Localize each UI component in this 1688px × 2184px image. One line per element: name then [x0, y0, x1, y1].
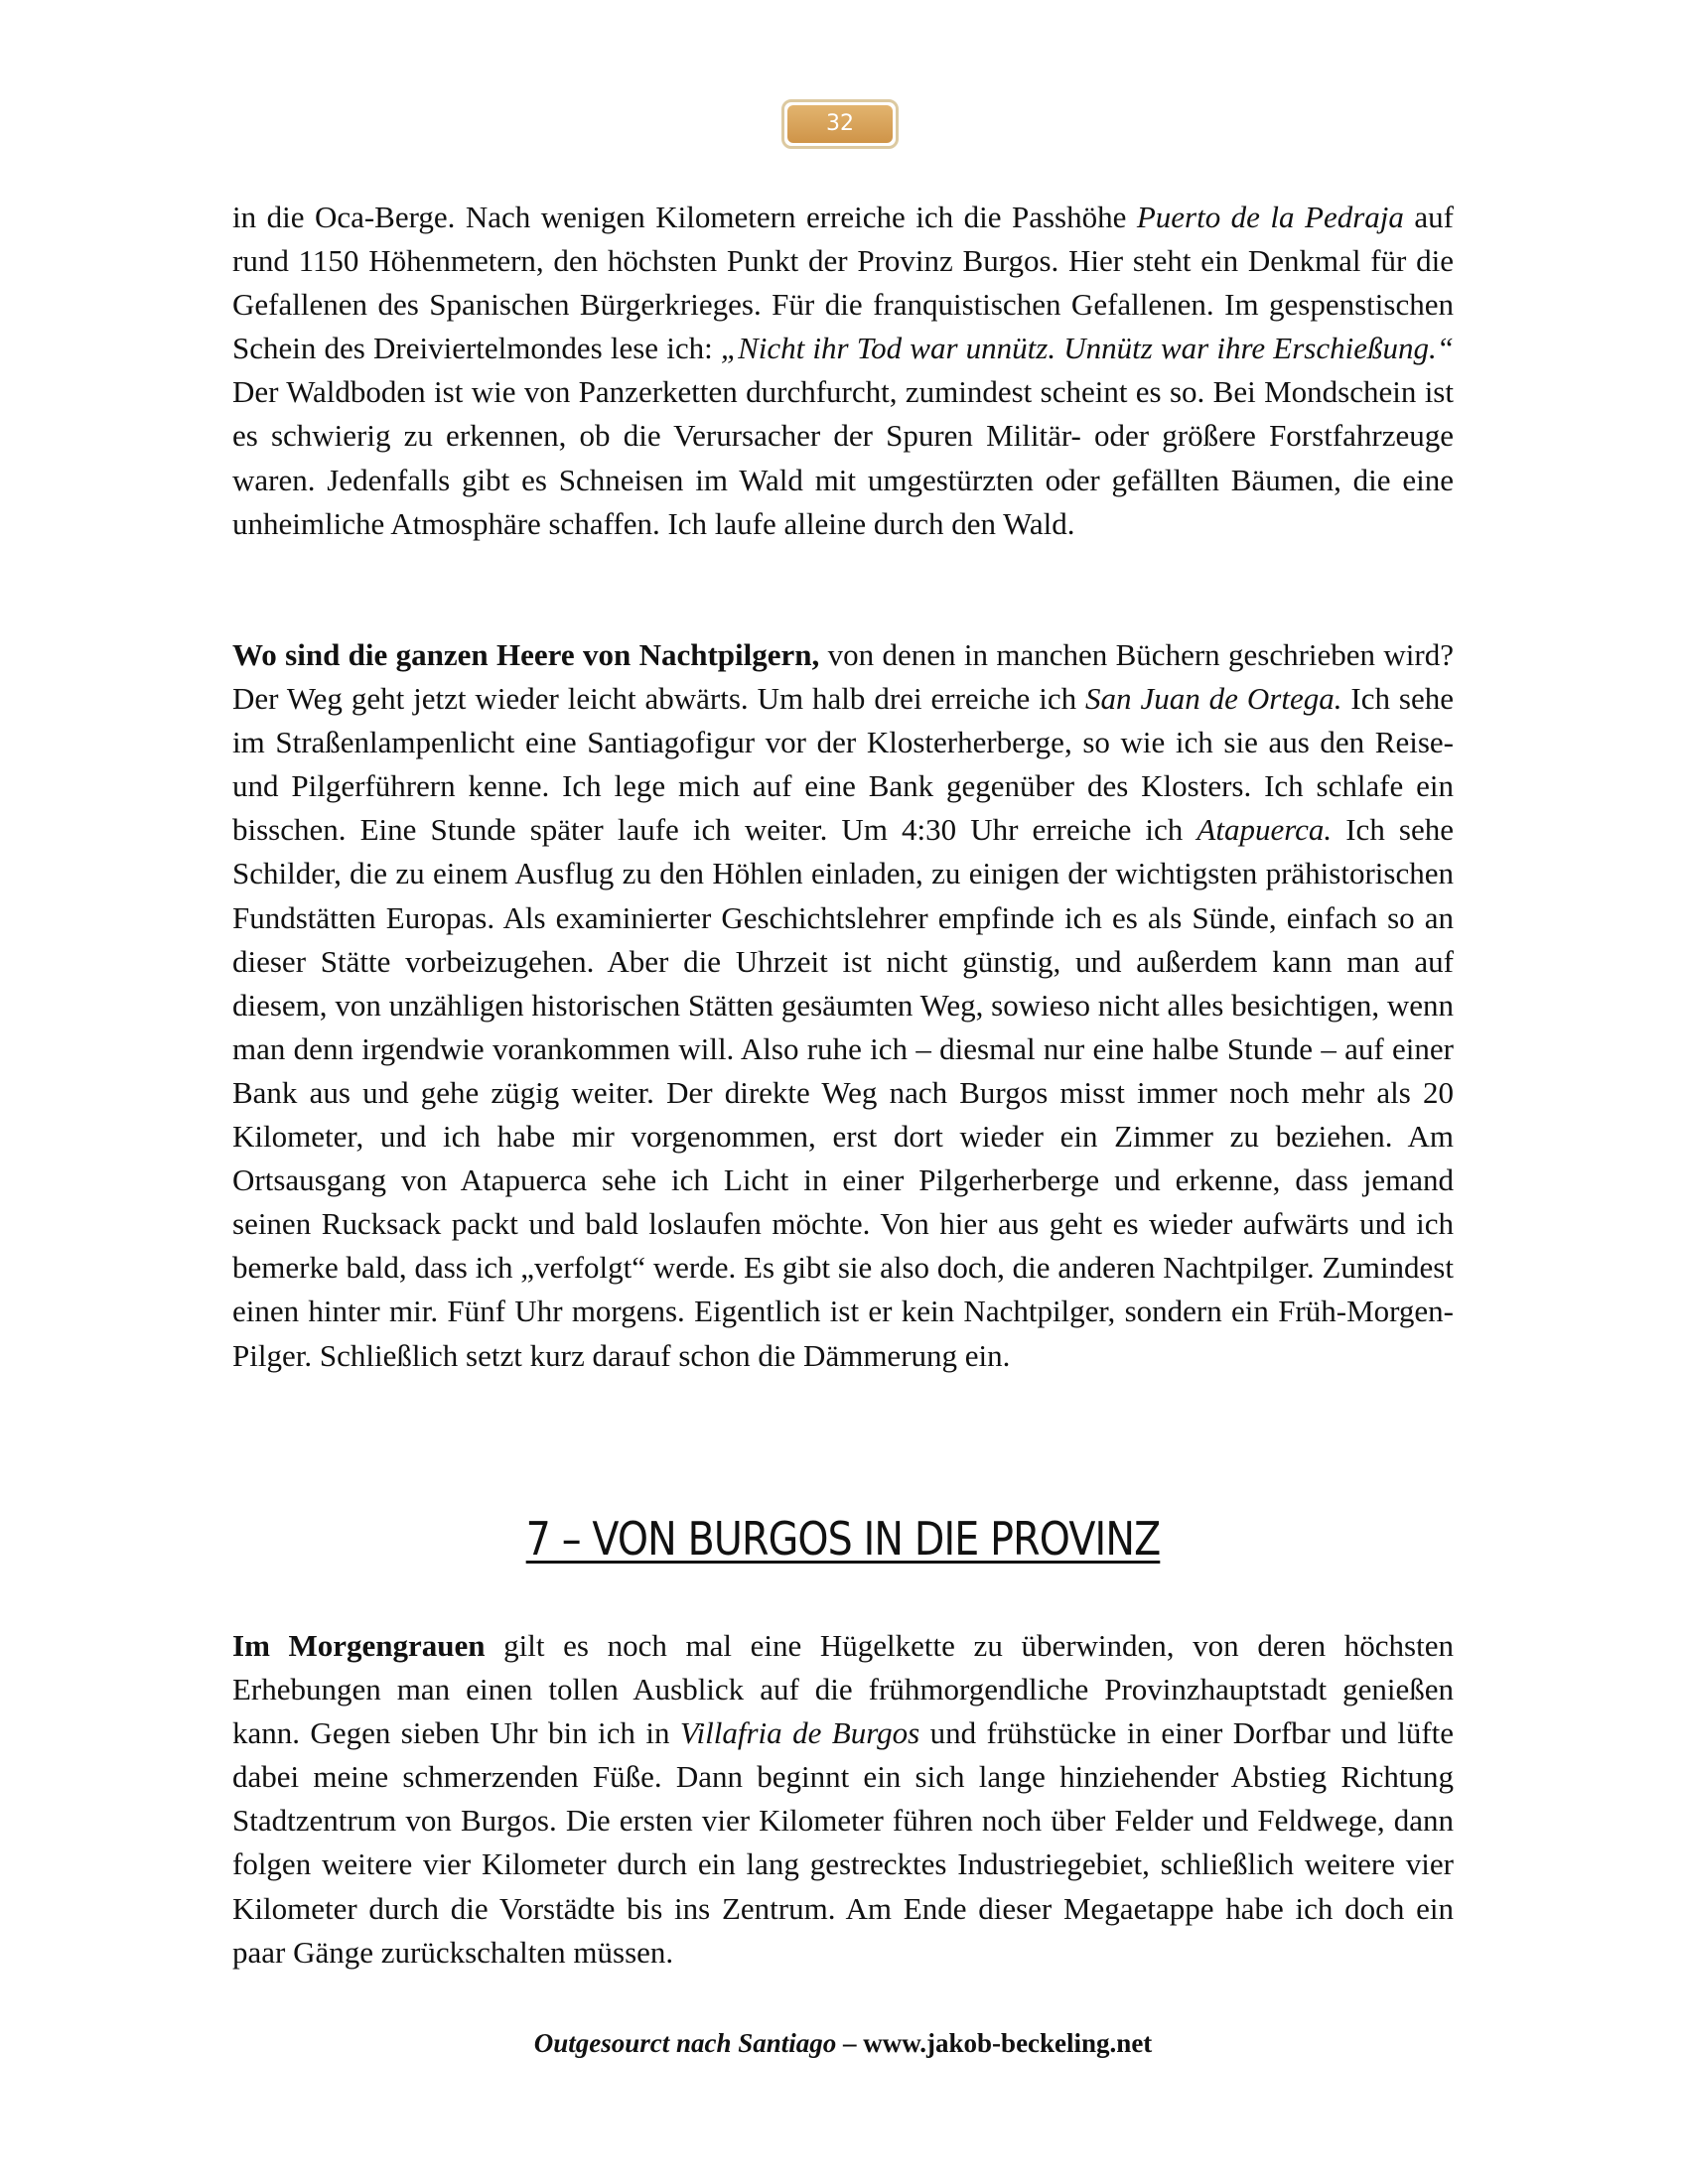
paragraph-text: auf rund 1150 Höhenmetern, den höchsten Punkt der Provinz Burgos. Hier steht ein Denkmal für die Gefallenen des Spanischen Bürgerkrieges. Für die franquistischen Gefallenen. Im gespenstischen Schein des Dreiviertelmondes lese ich:: [232, 200, 1454, 366]
paragraph-text: in die Oca-Berge. Nach wenigen Kilometern erreiche ich die Passhöhe: [232, 200, 1137, 234]
inscription-quote: „Nicht ihr Tod war unnütz. Unnütz war ihre Erschießung.“: [720, 331, 1454, 366]
paragraph-text: gilt es noch mal eine Hügelkette zu überwinden, von deren höchsten Erhebungen man einen tollen Ausblick auf die frühmorgendliche Provinzhauptstadt genießen kann. Gegen sieben Uhr bin ich in: [232, 1628, 1454, 1751]
footer-book-title: Outgesourct nach Santiago: [533, 2028, 837, 2058]
paragraph-text: Ich sehe Schilder, die zu einem Ausflug zu den Höhlen einladen, zu einigen der wichtigsten prähistorischen Fundstätten Europas. Als examinierter Geschichtslehrer empfinde ich es als Sünde, einfach so an dieser Stätte vorbeizugehen. Aber die Uhrzeit ist nicht günstig, und außerdem kann man auf diesem, von unzähligen historischen Stätten gesäumten Weg, sowieso nicht alles besichtigen, wenn man denn irgendwie vorankommen will. Also ruhe ich – diesmal nur eine halbe Stunde – auf einer Bank aus und gehe zügig weiter. Der direkte Weg nach Burgos misst immer noch mehr als 20 Kilometer, und ich habe mir vorgenommen, erst dort wieder ein Zimmer zu beziehen. Am Ortsausgang von Atapuerca sehe ich Licht in einer Pilgerherberge und erkenne, dass jemand seinen Rucksack packt und bald loslaufen möchte. Von hier aus geht es wieder aufwärts und ich bemerke bald, dass ich „verfolgt“ werde. Es gibt sie also doch, die anderen Nachtpilger. Zumindest einen hinter mir. Fünf Uhr morgens. Eigentlich ist er kein Nachtpilger, sondern ein Früh-Morgen-Pilger. Schließlich setzt kurz darauf schon die Dämmerung ein.: [232, 812, 1454, 1373]
footer-separator: –: [836, 2028, 864, 2058]
paragraph-1: [232, 196, 1454, 546]
chapter-heading: [318, 1511, 1368, 1567]
page-footer: [232, 2023, 1454, 2063]
footer-website: www.jakob-beckeling.net: [863, 2028, 1153, 2058]
place-name: Atapuerca.: [1196, 812, 1333, 848]
page-number: 32: [787, 105, 893, 143]
paragraph-lead-bold: Wo sind die ganzen Heere von Nachtpilgern,: [232, 637, 820, 672]
paragraph-text: von denen in manchen Büchern geschrieben wird? Der Weg geht jetzt wieder leicht abwärts. Um halb drei erreiche ich: [232, 637, 1454, 717]
page-number-badge: [781, 99, 899, 149]
place-name: Villafria de Burgos: [679, 1715, 920, 1751]
paragraph-lead-bold: Im Morgengrauen: [232, 1628, 486, 1663]
place-name: San Juan de Ortega.: [1085, 681, 1342, 717]
paragraph-text: und frühstücke in einer Dorfbar und lüfte dabei meine schmerzenden Füße. Dann beginnt ein sich lange hinziehender Abstieg Richtung Stadtzentrum von Burgos. Die ersten vier Kilometer führen noch über Felder und Feldwege, dann folgen weitere vier Kilometer durch ein lang gestrecktes Industriegebiet, schließlich weitere vier Kilometer durch die Vorstädte bis ins Zentrum. Am Ende dieser Megaetappe habe ich doch ein paar Gänge zurückschalten müssen.: [232, 1715, 1455, 1970]
paragraph-3: [232, 1624, 1454, 1975]
paragraph-text: Der Waldboden ist wie von Panzerketten durchfurcht, zumindest scheint es so. Bei Mondschein ist es schwierig zu erkennen, ob die Verursacher der Spuren Militär- oder größere Forstfahrzeuge waren. Jedenfalls gibt es Schneisen im Wald mit umgestürzten oder gefällten Bäumen, die eine unheimliche Atmosphäre schaffen. Ich laufe alleine durch den Wald.: [232, 374, 1454, 541]
place-name: Puerto de la Pedraja: [1136, 200, 1404, 234]
paragraph-text: Ich sehe im Straßenlampenlicht eine Santiagofigur vor der Klosterherberge, so wie ich sie aus den Reise- und Pilgerführern kenne. Ich lege mich auf eine Bank gegenüber des Klosters. Ich schlafe ein bisschen. Eine Stunde später laufe ich weiter. Um 4:30 Uhr erreiche ich: [232, 681, 1455, 848]
paragraph-2: [232, 633, 1454, 1378]
chapter-heading-text: 7 – VON BURGOS IN DIE PROVINZ: [525, 1512, 1161, 1566]
